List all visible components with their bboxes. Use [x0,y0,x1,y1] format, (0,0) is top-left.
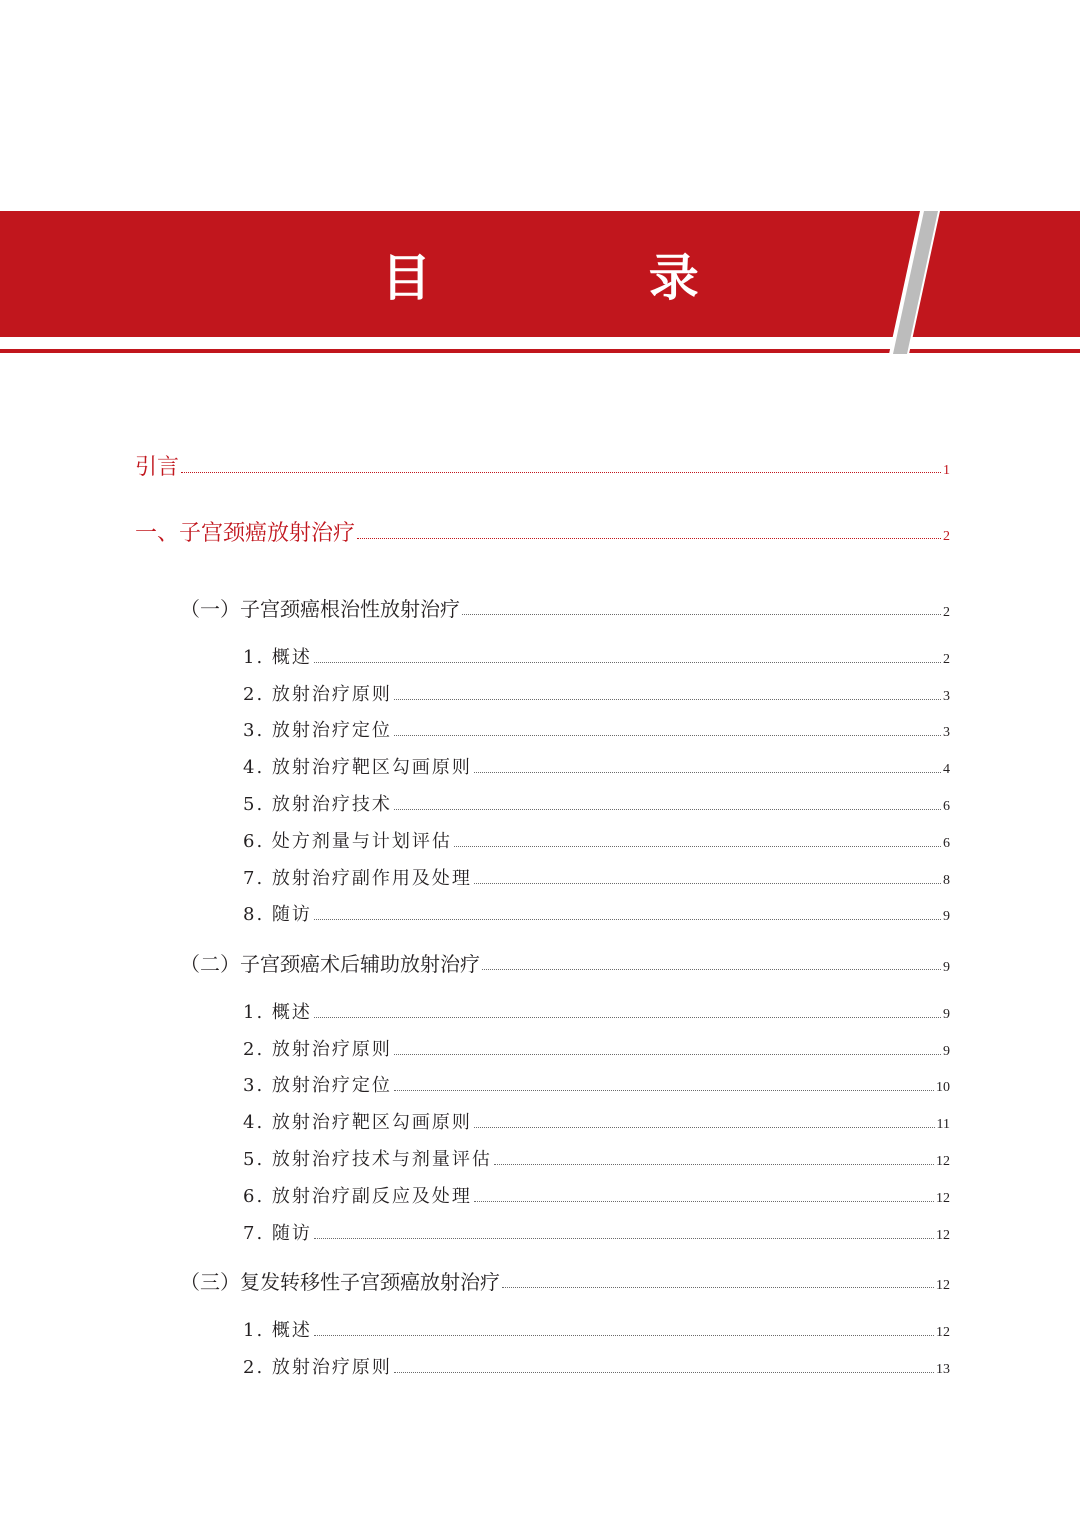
toc-entry[interactable] [243,643,950,669]
toc-leader-dots [474,771,941,773]
toc-entry[interactable] [243,1071,950,1097]
toc-entry-label: 一、子宫颈癌放射治疗 [135,521,356,546]
toc-entry[interactable] [180,1266,950,1295]
toc-entry[interactable] [243,1353,950,1379]
toc-entry-page: 10 [936,1080,950,1095]
toc-entry-page: 2 [943,605,950,620]
toc-leader-dots [502,1286,934,1288]
toc-leader-dots [394,808,941,810]
toc-leader-dots [474,1200,934,1202]
toc-leader-dots [394,1053,941,1055]
toc-entry-label: （三）复发转移性子宫颈癌放射治疗 [180,1270,500,1294]
toc-entry-page: 1 [943,463,950,478]
toc-entry-page: 13 [936,1362,950,1377]
toc-entry-label: 6. 放射治疗副反应及处理 [243,1186,472,1207]
toc-entry-label: 2. 放射治疗原则 [243,1357,392,1378]
toc-leader-dots [314,1016,941,1018]
toc-leader-dots [394,1371,934,1373]
toc-entry[interactable] [135,516,950,547]
toc-leader-dots [462,613,941,615]
toc-entry-label: 8. 随访 [243,904,312,925]
toc-entry-label: （二）子宫颈癌术后辅助放射治疗 [180,952,480,976]
toc-entry[interactable] [243,998,950,1024]
toc-entry-page: 12 [936,1154,950,1169]
toc-leader-dots [181,471,941,473]
toc-entry-page: 2 [943,652,950,667]
toc-entry-page: 11 [936,1117,950,1132]
toc-entry[interactable] [243,1219,950,1245]
toc-entry-page: 9 [943,960,950,975]
toc-leader-dots [482,968,941,970]
page-title: 目 录 [381,249,799,307]
toc-entry-page: 9 [943,1044,950,1059]
toc-leader-dots [314,1237,934,1239]
toc-entry-page: 2 [943,529,950,544]
toc-entry[interactable] [243,753,950,779]
toc-entry-page: 3 [943,725,950,740]
toc-entry-label: 5. 放射治疗技术 [243,794,392,815]
toc-entry[interactable] [243,827,950,853]
toc-entry-label: 2. 放射治疗原则 [243,684,392,705]
toc-leader-dots [454,845,941,847]
toc-entry[interactable] [243,1108,950,1134]
toc-entry-page: 12 [936,1278,950,1293]
toc-entry[interactable] [243,790,950,816]
toc-entry-label: 3. 放射治疗定位 [243,1075,392,1096]
toc-entry-page: 9 [943,1007,950,1022]
toc-entry-label: 4. 放射治疗靶区勾画原则 [243,757,472,778]
toc-entry-page: 3 [943,689,950,704]
toc-entry-label: 7. 放射治疗副作用及处理 [243,868,472,889]
toc-entry-label: 1. 概述 [243,1002,312,1023]
banner-underline [0,349,1080,353]
toc-leader-dots [314,918,941,920]
toc-entry[interactable] [180,948,950,977]
toc-entry[interactable] [243,1182,950,1208]
toc-entry[interactable] [243,1316,950,1342]
toc-entry-label: 5. 放射治疗技术与剂量评估 [243,1149,492,1170]
toc-entry-label: 2. 放射治疗原则 [243,1039,392,1060]
toc-leader-dots [494,1163,934,1165]
toc-entry[interactable] [243,1035,950,1061]
toc-entry-label: 1. 概述 [243,647,312,668]
toc-entry-page: 6 [943,836,950,851]
toc-entry-label: 6. 处方剂量与计划评估 [243,831,452,852]
toc-entry-label: 1. 概述 [243,1320,312,1341]
toc-entry[interactable] [180,593,950,622]
toc-entry[interactable] [243,900,950,926]
toc-entry-page: 4 [943,762,950,777]
toc-leader-dots [314,1334,934,1336]
toc-entry-label: 4. 放射治疗靶区勾画原则 [243,1112,472,1133]
toc-entry-page: 6 [943,799,950,814]
toc-entry-label: 引言 [135,455,180,480]
toc-entry-page: 9 [943,909,950,924]
toc-entry-label: 3. 放射治疗定位 [243,720,392,741]
toc-leader-dots [474,1126,935,1128]
toc-leader-dots [474,882,941,884]
toc-entry[interactable] [243,864,950,890]
toc-entry-page: 8 [943,873,950,888]
toc-entry[interactable] [243,1145,950,1171]
toc-leader-dots [394,698,941,700]
toc-leader-dots [357,537,941,539]
toc-entry[interactable] [135,450,950,481]
toc-entry-label: （一）子宫颈癌根治性放射治疗 [180,597,460,621]
toc-leader-dots [394,734,941,736]
toc-entry-page: 12 [936,1325,950,1340]
toc-entry[interactable] [243,680,950,706]
toc-entry-label: 7. 随访 [243,1223,312,1244]
toc-entry[interactable] [243,716,950,742]
toc-leader-dots [314,661,941,663]
toc-entry-page: 12 [936,1228,950,1243]
toc-entry-page: 12 [936,1191,950,1206]
toc-leader-dots [394,1089,934,1091]
